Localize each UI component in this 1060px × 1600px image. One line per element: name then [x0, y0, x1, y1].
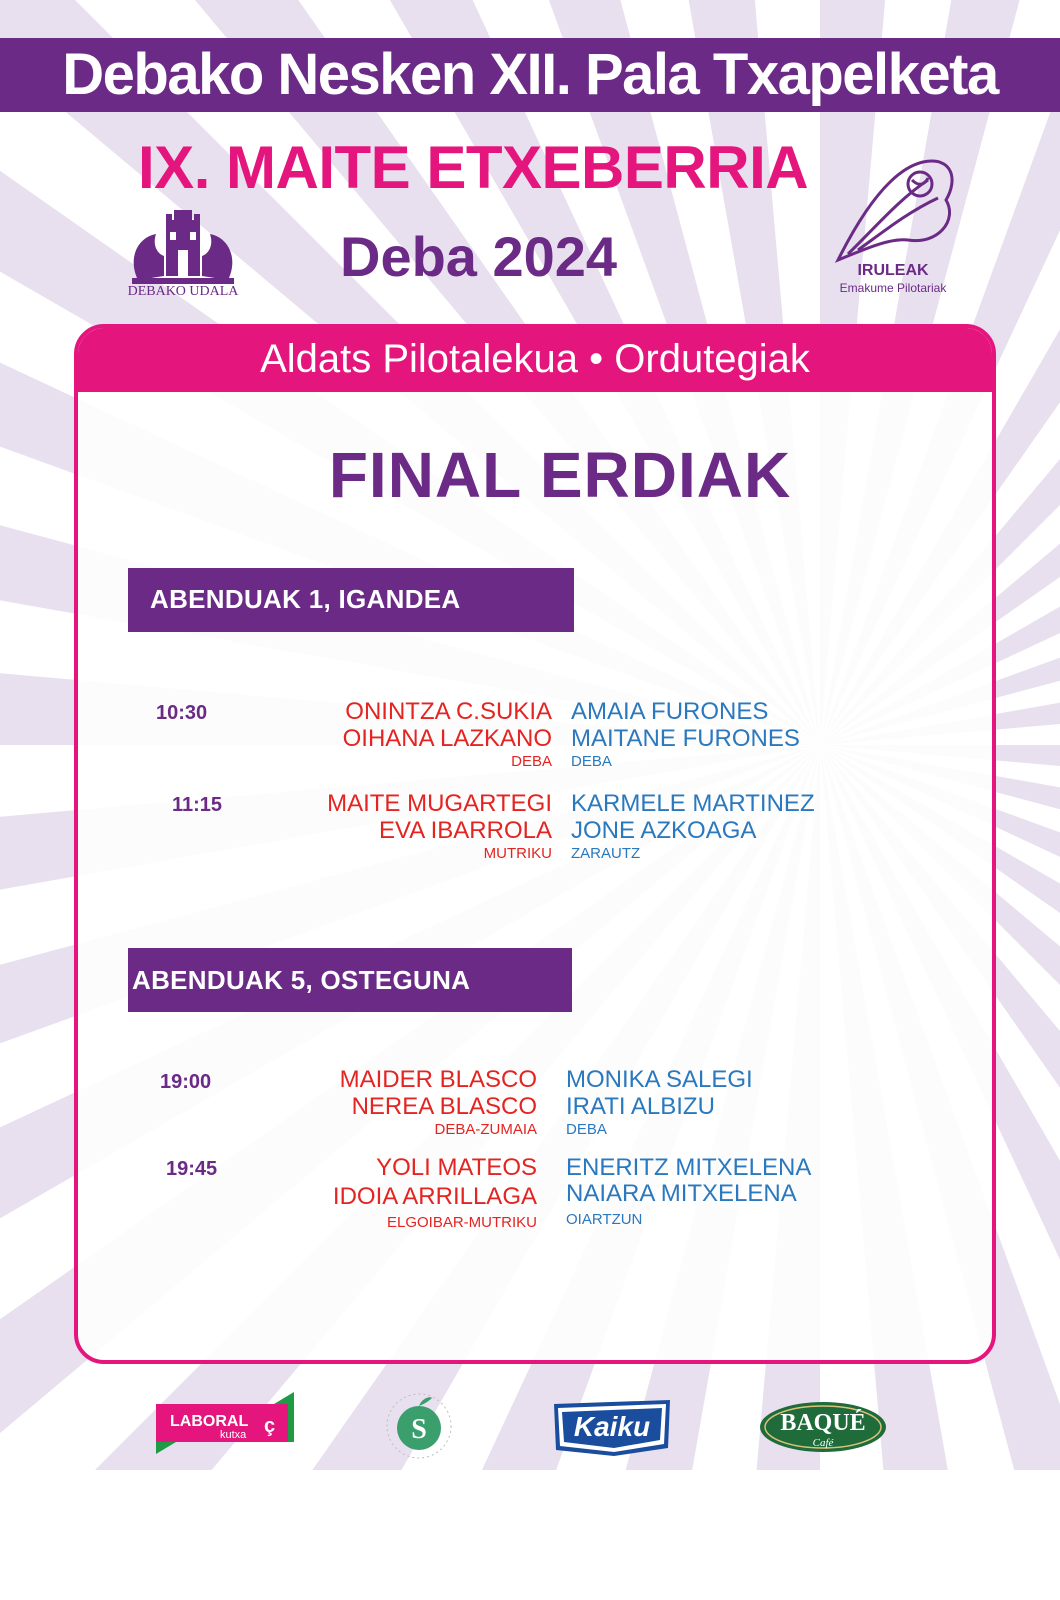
- left-club: DEBA: [511, 753, 552, 770]
- left-player-1: MAIDER BLASCO: [339, 1066, 537, 1093]
- sagardotegi-apple-logo: [384, 1390, 454, 1460]
- day-label-1: ABENDUAK 1, IGANDEA: [150, 584, 461, 614]
- laboral-kutxa-name: LABORAL: [170, 1413, 249, 1430]
- right-club: DEBA: [571, 753, 612, 770]
- laboral-kutxa-sub: kutxa: [220, 1429, 247, 1441]
- day-label-2: ABENDUAK 5, OSTEGUNA: [132, 965, 471, 995]
- right-club: DEBA: [566, 1121, 607, 1138]
- right-player-2: IRATI ALBIZU: [566, 1093, 715, 1120]
- left-player-2: EVA IBARROLA: [379, 817, 552, 844]
- match-time: 19:00: [160, 1071, 212, 1093]
- right-player-1: MONIKA SALEGI: [566, 1066, 753, 1093]
- laboral-kutxa-logo: [156, 1392, 294, 1454]
- stage-title: FINAL ERDIAK: [328, 439, 792, 511]
- debako-udala-logo-text: DEBAKO UDALA: [127, 284, 239, 299]
- iruleak-logo-name: IRULEAK: [857, 262, 929, 279]
- left-club: DEBA-ZUMAIA: [434, 1121, 537, 1138]
- panel-heading: Aldats Pilotalekua • Ordutegiak: [78, 328, 992, 392]
- right-player-2: NAIARA MITXELENA: [566, 1180, 797, 1207]
- left-player-1: ONINTZA C.SUKIA: [345, 698, 552, 725]
- kaiku-logo: [550, 1396, 674, 1458]
- left-player-2: IDOIA ARRILLAGA: [332, 1183, 537, 1210]
- right-player-2: MAITANE FURONES: [571, 725, 800, 752]
- left-club: MUTRIKU: [483, 845, 552, 862]
- left-player-2: NEREA BLASCO: [351, 1093, 537, 1120]
- sagardotegi-letter: S: [411, 1414, 427, 1445]
- left-player-1: YOLI MATEOS: [376, 1154, 537, 1181]
- right-player-1: KARMELE MARTINEZ: [571, 790, 815, 817]
- iruleak-logo-subtitle: Emakume Pilotariak: [839, 281, 947, 295]
- laboral-kutxa-mark: ç: [264, 1415, 276, 1437]
- left-player-1: MAITE MUGARTEGI: [327, 790, 552, 817]
- match-time: 19:45: [166, 1158, 218, 1180]
- right-player-2: JONE AZKOAGA: [571, 817, 757, 844]
- kaiku-name: Kaiku: [573, 1411, 651, 1442]
- pala-racket-icon: [818, 150, 968, 280]
- right-player-1: AMAIA FURONES: [571, 698, 769, 725]
- right-club: OIARTZUN: [566, 1211, 643, 1228]
- match-time: 11:15: [172, 794, 223, 816]
- baque-cafe-logo: [758, 1400, 888, 1454]
- baque-name: BAQUÉ: [780, 1410, 866, 1436]
- left-player-2: OIHANA LAZKANO: [342, 725, 552, 752]
- left-club: ELGOIBAR-MUTRIKU: [386, 1214, 537, 1231]
- match-time: 10:30: [156, 702, 208, 724]
- tournament-subtitle: IX. MAITE ETXEBERRIA: [138, 134, 809, 201]
- baque-sub: Café: [812, 1437, 834, 1449]
- page-title: Debako Nesken XII. Pala Txapelketa: [62, 42, 998, 107]
- right-club: ZARAUTZ: [571, 845, 641, 862]
- right-player-1: ENERITZ MITXELENA: [566, 1154, 812, 1181]
- edition-label: Deba 2024: [340, 225, 618, 288]
